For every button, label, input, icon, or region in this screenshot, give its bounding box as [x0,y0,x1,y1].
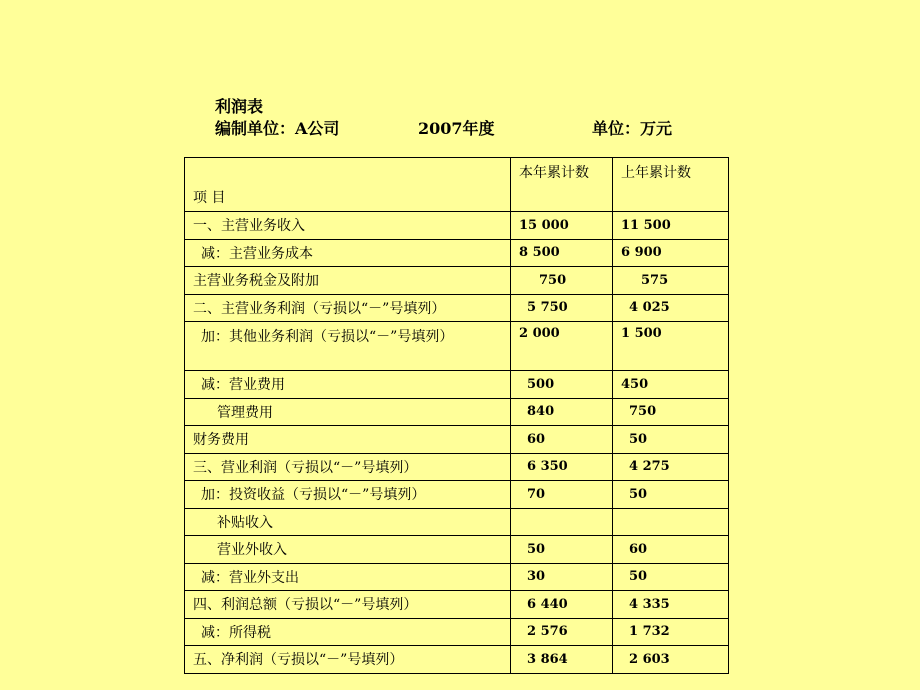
row-current [511,508,613,536]
row-item: 加：投资收益（亏损以“－”号填列） [185,481,511,509]
row-previous: 450 [613,371,729,399]
unit-label: 单位：万元 [592,119,673,138]
table-row [185,426,729,454]
row-item: 二、主营业务利润（亏损以“－”号填列） [185,294,511,322]
row-current: 500 [511,371,613,399]
table-row [185,267,729,295]
col-header-current: 本年累计数 [511,158,613,212]
table-row [185,398,729,426]
row-current: 840 [511,398,613,426]
table-row [185,453,729,481]
row-previous: 1 500 [613,322,729,371]
table-header-row [185,158,729,212]
income-statement-table [184,157,729,674]
row-item: 一、主营业务收入 [185,212,511,240]
table-row [185,536,729,564]
row-previous: 60 [613,536,729,564]
row-item: 主营业务税金及附加 [185,267,511,295]
row-current: 50 [511,536,613,564]
table-row [185,618,729,646]
row-current: 2 576 [511,618,613,646]
row-item: 三、营业利润（亏损以“－”号填列） [185,453,511,481]
statement-title: 利润表 [215,97,264,116]
row-previous: 4 275 [613,453,729,481]
row-current: 6 350 [511,453,613,481]
row-previous: 6 900 [613,239,729,267]
table-row [185,371,729,399]
row-current: 15 000 [511,212,613,240]
row-previous: 1 732 [613,618,729,646]
table-row [185,212,729,240]
table-row [185,591,729,619]
row-previous [613,508,729,536]
row-current: 70 [511,481,613,509]
table-row [185,508,729,536]
row-item: 补贴收入 [185,508,511,536]
row-item: 四、利润总额（亏损以“－”号填列） [185,591,511,619]
row-current: 8 500 [511,239,613,267]
table-row [185,322,729,371]
row-previous: 50 [613,563,729,591]
table-row [185,646,729,674]
row-previous: 50 [613,426,729,454]
row-current: 750 [511,267,613,295]
row-current: 3 864 [511,646,613,674]
row-previous: 4 025 [613,294,729,322]
row-current: 6 440 [511,591,613,619]
row-item: 减：主营业务成本 [185,239,511,267]
row-item: 管理费用 [185,398,511,426]
row-item: 减：营业外支出 [185,563,511,591]
row-item: 财务费用 [185,426,511,454]
table-row [185,294,729,322]
row-item: 加：其他业务利润（亏损以“－”号填列） [185,322,511,371]
col-header-item: 项 目 [185,158,511,212]
row-previous: 11 500 [613,212,729,240]
table-row [185,563,729,591]
row-item: 营业外收入 [185,536,511,564]
row-previous: 2 603 [613,646,729,674]
row-previous: 4 335 [613,591,729,619]
row-current: 30 [511,563,613,591]
table-row [185,481,729,509]
row-item: 五、净利润（亏损以“－”号填列） [185,646,511,674]
row-item: 减：营业费用 [185,371,511,399]
col-header-previous: 上年累计数 [613,158,729,212]
table-row [185,239,729,267]
row-previous: 750 [613,398,729,426]
company-label: 编制单位：A公司 [215,119,340,138]
row-current: 60 [511,426,613,454]
fiscal-year: 2007年度 [418,119,495,138]
row-current: 5 750 [511,294,613,322]
row-item: 减：所得税 [185,618,511,646]
row-current: 2 000 [511,322,613,371]
row-previous: 575 [613,267,729,295]
row-previous: 50 [613,481,729,509]
